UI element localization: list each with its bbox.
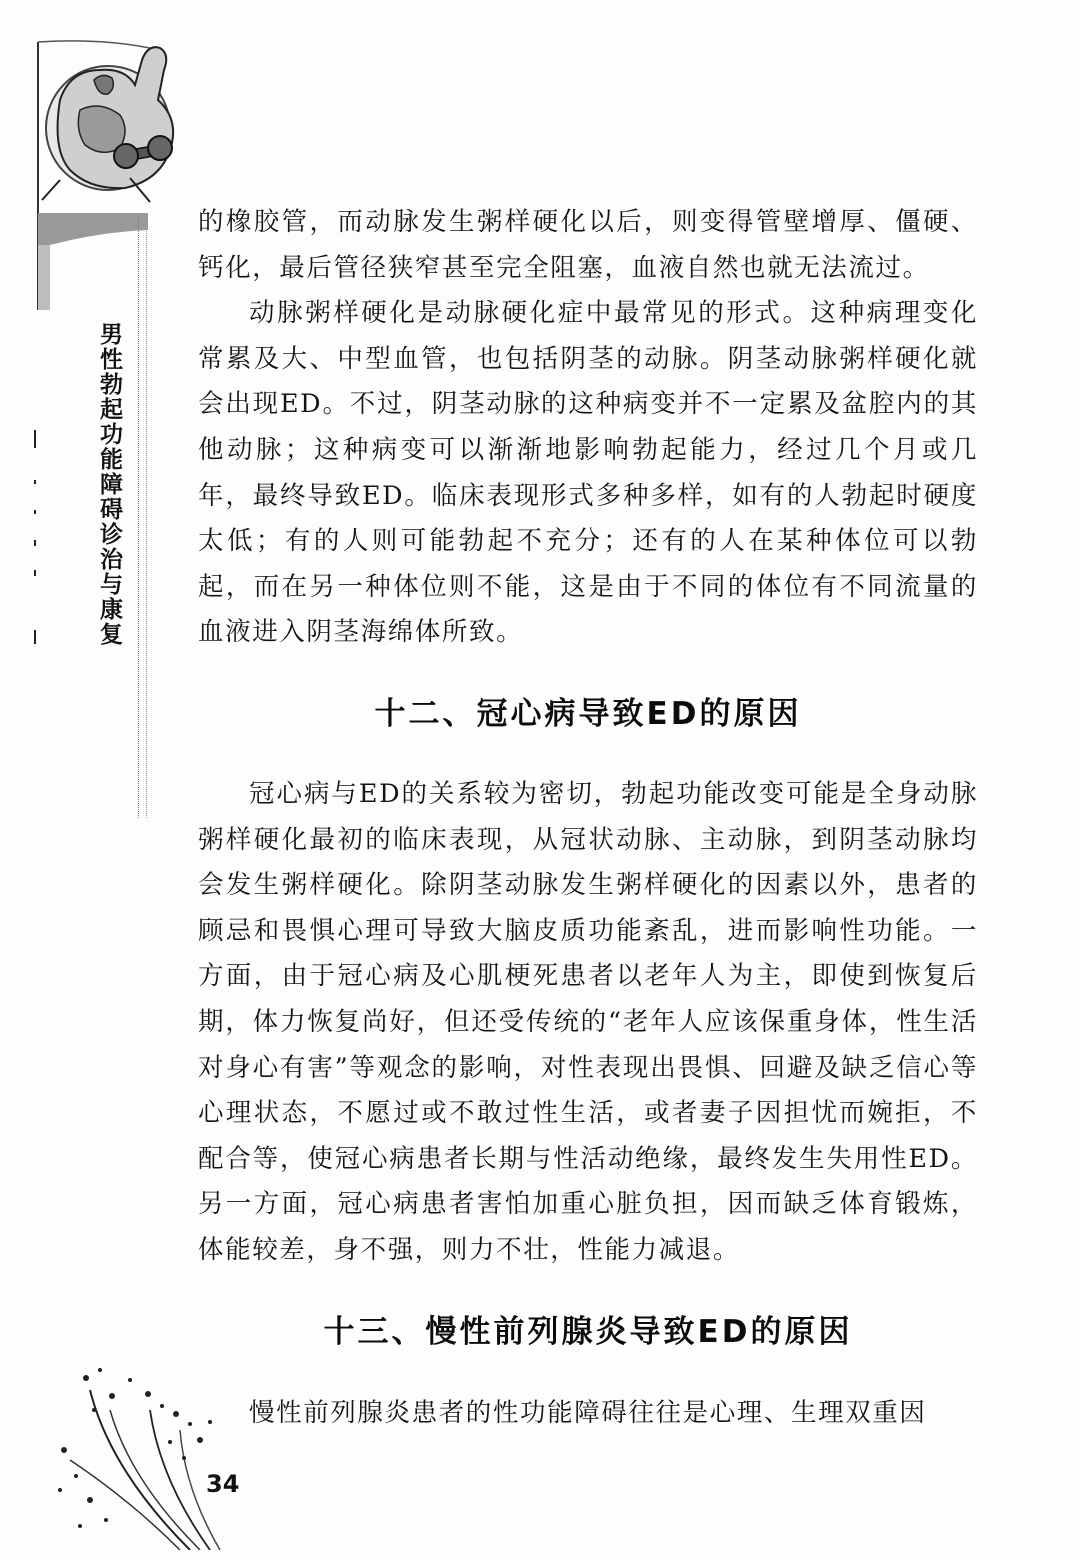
section-heading-12: 十二、冠心病导致ED的原因: [374, 695, 802, 732]
paragraph-chronic-prostatitis: 慢性前列腺炎患者的性功能障碍往往是心理、生理双重因: [249, 1398, 927, 1429]
section-heading-13: 十三、慢性前列腺炎导致ED的原因: [323, 1314, 853, 1351]
main-content: [198, 200, 978, 1437]
paragraph-continued: 的橡胶管，而动脉发生粥样硬化以后，则变得管壁增厚、僵硬、钙化，最后管径狭窄甚至完全阻塞，血液自然也就无法流过。: [198, 207, 978, 283]
paragraph-atherosclerosis: 动脉粥样硬化是动脉硬化症中最常见的形式。这种病理变化常累及大、中型血管，也包括阴茎的动脉。阴茎动脉粥样硬化就会出现ED。不过，阴茎动脉的这种病变并不一定累及盆腔内的其他动脉；这种病变可以渐渐地影响勃起能力，经过几个月或几年，最终导致ED。临床表现形式多种多样，如有的人勃起时硬度太低；有的人则可能勃起不充分；还有的人在某种体位可以勃起，而在另一种体位则不能，这是由于不同的体位有不同流量的血液进入阴茎海绵体所致。: [198, 298, 978, 648]
paragraph-coronary-heart-disease: 冠心病与ED的关系较为密切，勃起功能改变可能是全身动脉粥样硬化最初的临床表现，从冠状动脉、主动脉，到阴茎动脉均会发生粥样硬化。除阴茎动脉发生粥样硬化的因素以外，患者的顾忌和畏惧心理可导致大脑皮质功能紊乱，进而影响性功能。一方面，由于冠心病及心肌梗死患者以老年人为主，即使到恢复后期，体力恢复尚好，但还受传统的“老年人应该保重身体，性生活对身心有害”等观念的影响，对性表现出畏惧、回避及缺乏信心等心理状态，不愿过或不敢过性生活，或者妻子因担忧而婉拒，不配合等，使冠心病患者长期与性活动绝缘，最终发生失用性ED。另一方面，冠心病患者害怕加重心脏负担，因而缺乏体育锻炼，体能较差，身不强，则力不壮，性能力减退。: [198, 778, 978, 1265]
side-dotted-rule: [146, 218, 147, 818]
side-tick-marks: [34, 430, 40, 660]
bodybuilder-illustration: [30, 30, 190, 310]
book-title-vertical: 男性勃起功能障碍诊治与康复: [96, 322, 122, 647]
grass-spray-decoration: [50, 1350, 230, 1550]
side-dotted-rule: [138, 218, 139, 818]
page-number: 34: [206, 1470, 240, 1498]
